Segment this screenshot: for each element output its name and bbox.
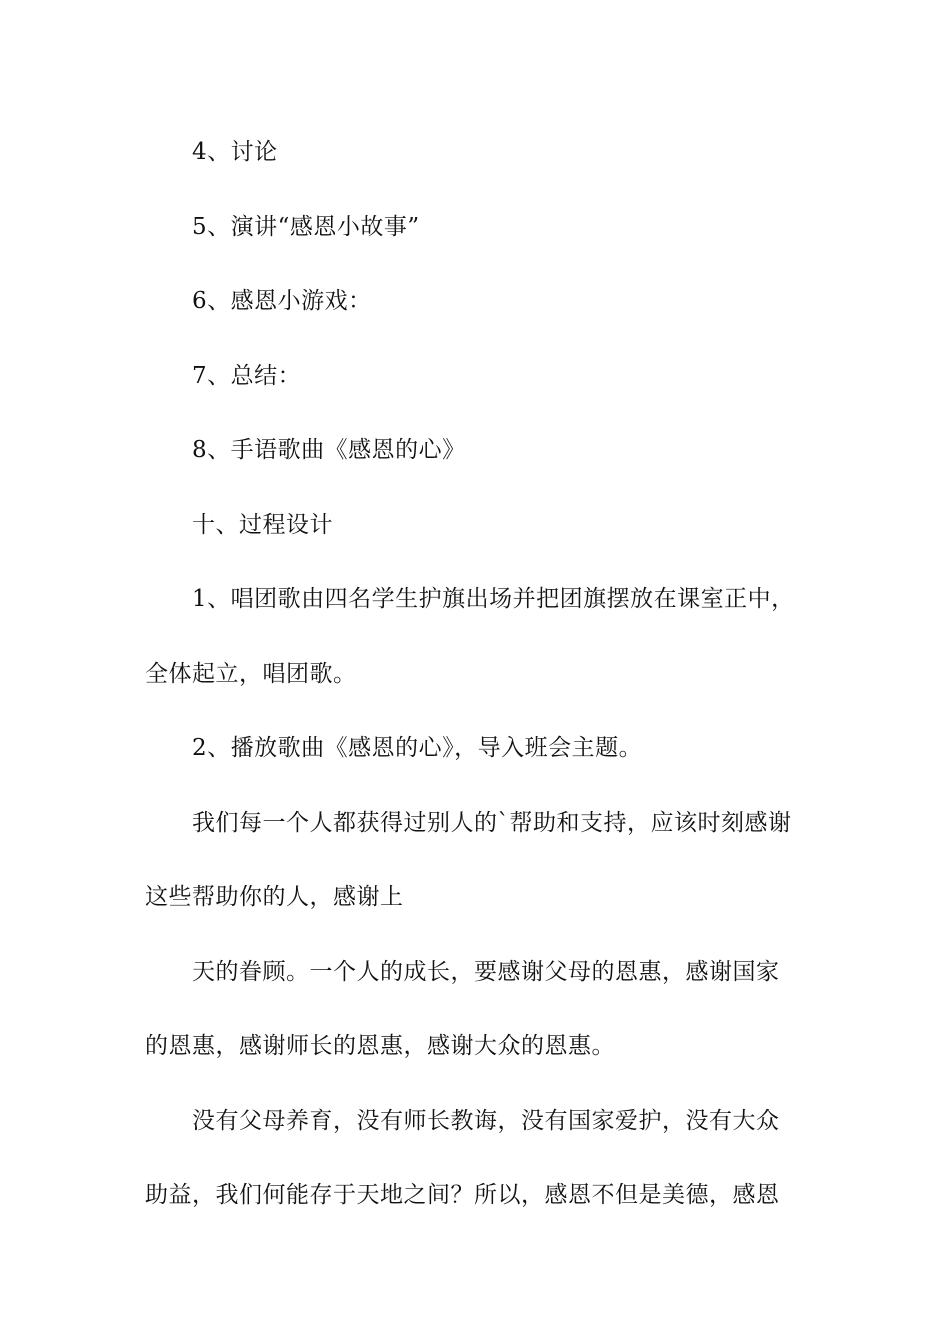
- paragraph-line: 助益，我们何能存于天地之间？所以，感恩不但是美德，感恩: [145, 1182, 780, 1208]
- paragraph-line: 没有父母养育，没有师长教诲，没有国家爱护，没有大众: [192, 1108, 780, 1134]
- paragraph-line: 全体起立，唱团歌。: [145, 661, 357, 687]
- agenda-item-6: 6、感恩小游戏：: [192, 288, 372, 314]
- agenda-item-5: 5、演讲“感恩小故事”: [192, 214, 420, 240]
- paragraph-line: 这些帮助你的人，感谢上: [145, 884, 404, 910]
- agenda-item-8: 8、手语歌曲《感恩的心》: [192, 437, 466, 463]
- paragraph-line: 天的眷顾。一个人的成长，要感谢父母的恩惠，感谢国家: [192, 959, 780, 985]
- section-heading: 十、过程设计: [192, 512, 333, 538]
- paragraph-line: 的恩惠，感谢师长的恩惠，感谢大众的恩惠。: [145, 1033, 615, 1059]
- paragraph-line: 2、播放歌曲《感恩的心》，导入班会主题。: [192, 735, 643, 761]
- paragraph-line: 我们每一个人都获得过别人的`帮助和支持，应该时刻感谢: [192, 810, 792, 836]
- agenda-item-7: 7、总结：: [192, 363, 302, 389]
- agenda-item-4: 4、讨论: [192, 139, 278, 165]
- paragraph-line: 1、唱团歌由四名学生护旗出场并把团旗摆放在课室正中，: [192, 586, 795, 612]
